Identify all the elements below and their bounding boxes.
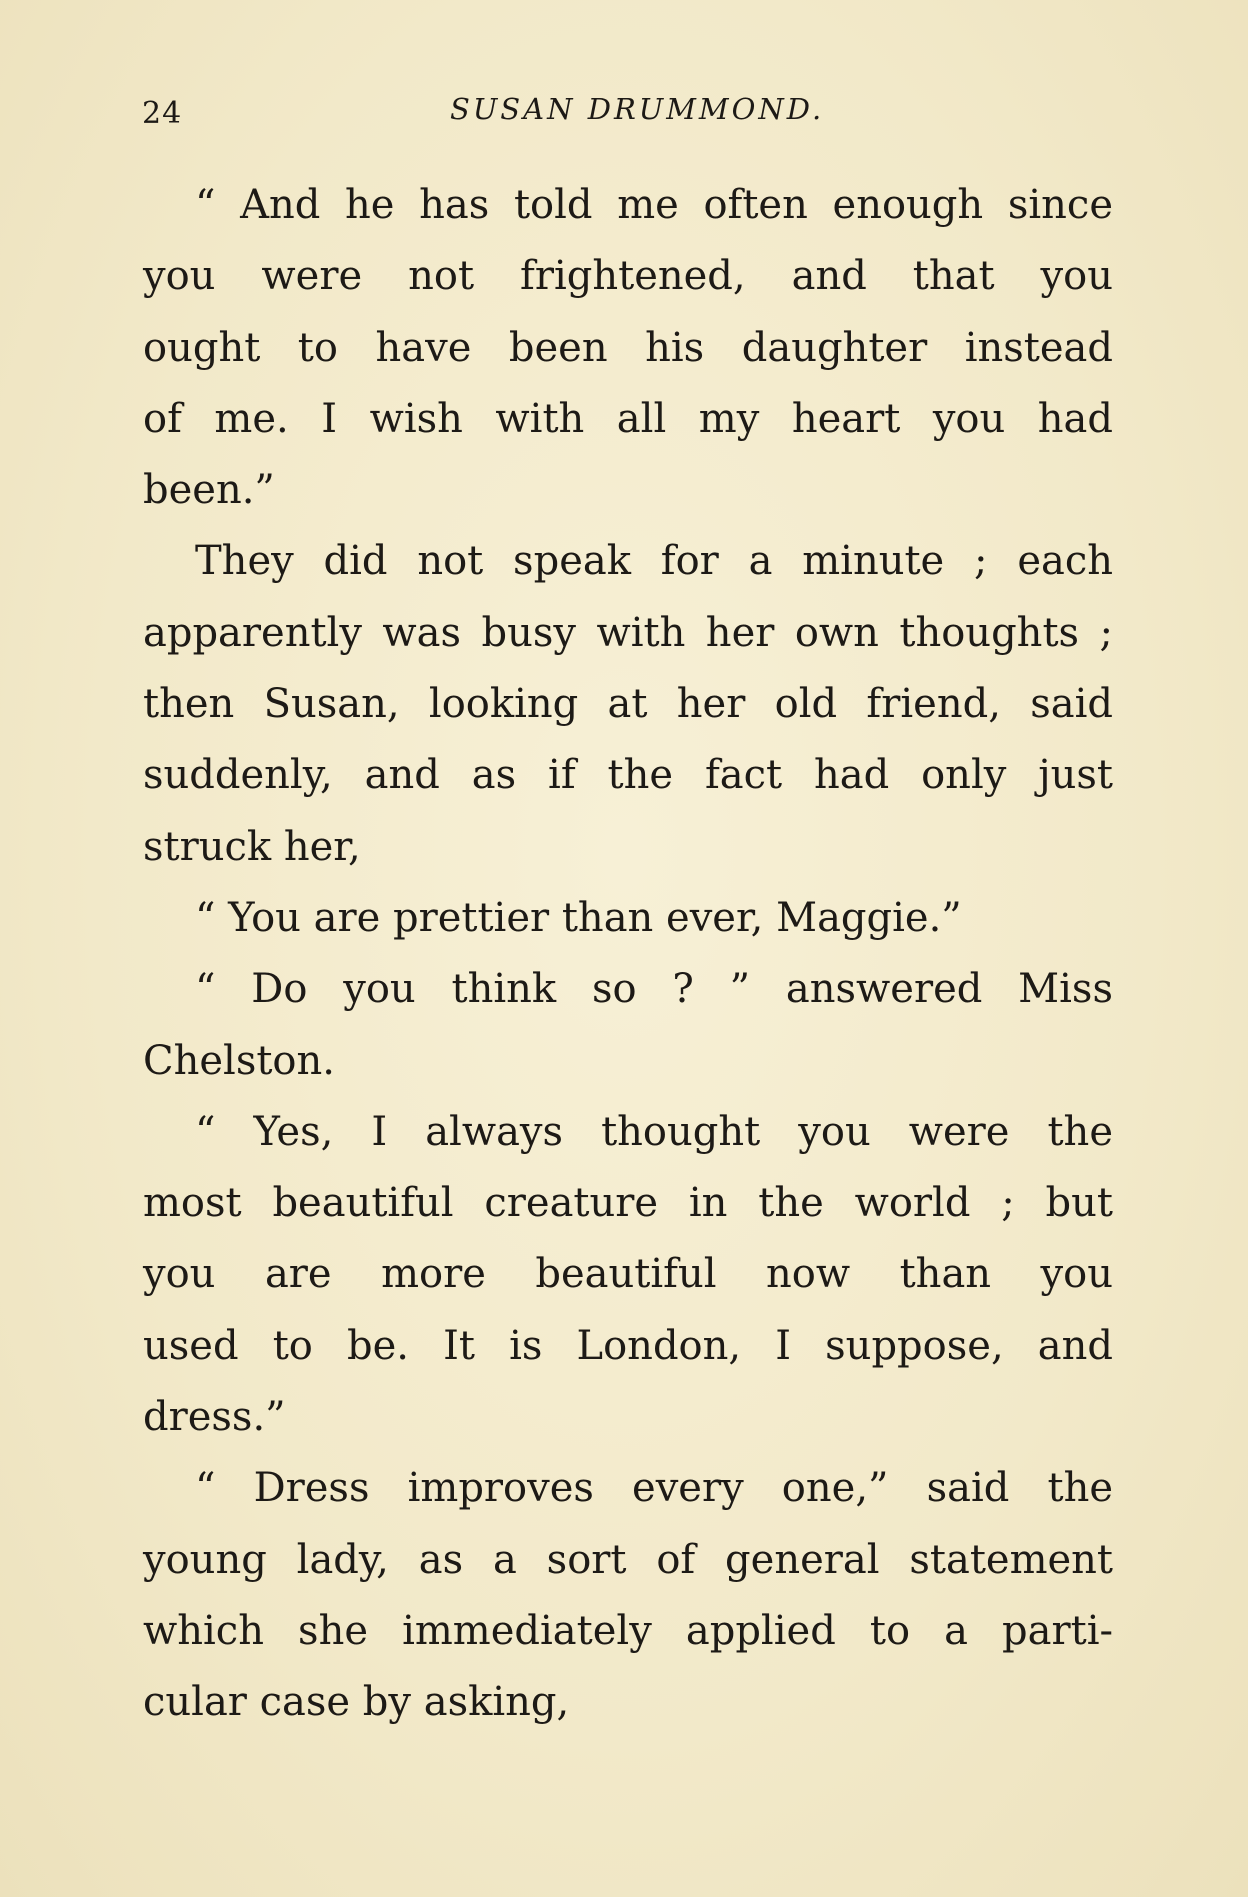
text-line: “ Dress improves every one,” said the [195,1465,1113,1512]
text-line: of me. I wish with all my heart you had [143,395,1113,442]
running-title: SUSAN DRUMMOND. [450,92,825,126]
text-line: They did not speak for a minute ; each [195,538,1113,585]
text-line: “ And he has told me often enough since [195,182,1113,228]
text-line: “ You are prettier than ever, Maggie.” [195,894,962,941]
text-line: Chelston. [143,1037,335,1084]
text-line: dress.” [143,1394,286,1441]
text-line: cular case by asking, [143,1679,570,1726]
text-line: “ Yes, I always thought you were the [195,1108,1113,1155]
text-line: young lady, as a sort of general statement [143,1536,1113,1583]
text-line: which she immediately applied to a parti- [143,1607,1113,1654]
text-line: you are more beautiful now than you [143,1251,1113,1298]
text-line: used to be. It is London, I suppose, and [143,1322,1113,1369]
text-line: been.” [143,467,275,514]
text-line: then Susan, looking at her old friend, said [143,681,1113,728]
text-line: most beautiful creature in the world ; but [143,1180,1113,1227]
body-text [143,170,1113,1739]
running-head [142,92,1112,132]
text-line: you were not frightened, and that you [143,253,1113,300]
text-line: struck her, [143,823,361,870]
text-line: apparently was busy with her own thoughts ; [143,609,1113,656]
text-line: ought to have been his daughter instead [143,324,1113,371]
text-line: suddenly, and as if the fact had only just [143,752,1113,799]
page-number: 24 [142,96,183,131]
text-line: “ Do you think so ? ” answered Miss [195,966,1113,1013]
